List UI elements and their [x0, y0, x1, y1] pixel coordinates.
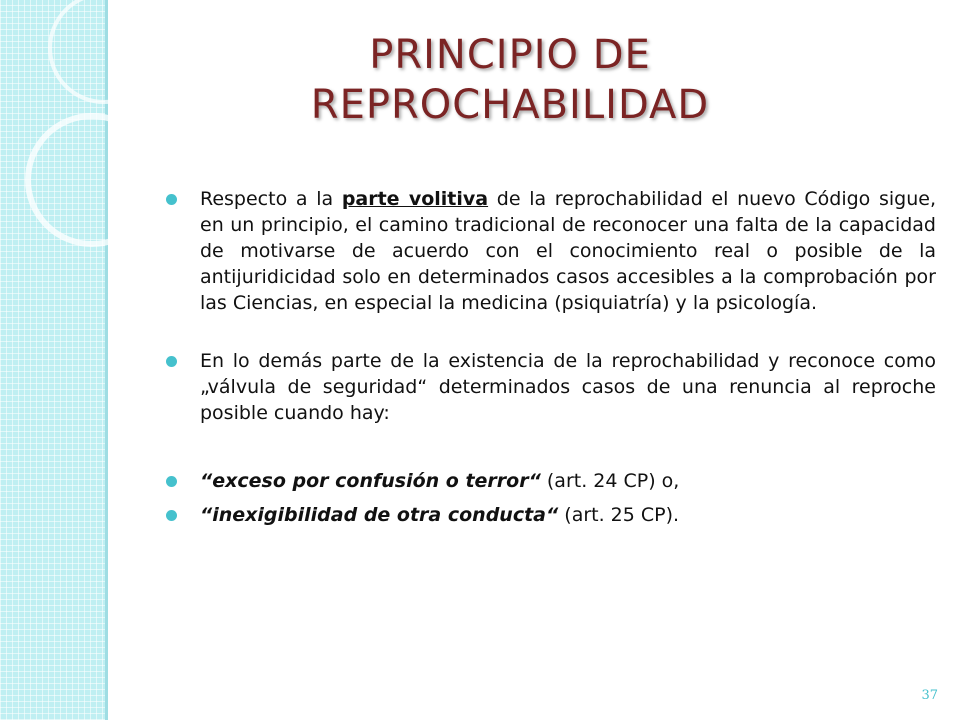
bullet-emphasis: “exceso por confusión o terror“ [200, 470, 541, 492]
bullet-item-exceso [162, 468, 936, 494]
bullet-text: En lo demás parte de la existencia de la reprochabilidad y reconoce como „válvula de seguridad“ determinados casos de una renuncia al reproche posible cuando hay: [200, 350, 936, 424]
bullet-dot [166, 476, 177, 487]
bullet-text: Respecto a la [200, 188, 342, 210]
bullet-text: de la reprochabilidad el nuevo Código sigue, en un principio, el camino tradicional de reconocer una falta de la capacidad de motivarse de acuerdo con el conocimiento real o posible de la antijuridicidad solo en determinados casos accesibles a la comprobación por las Ciencias, en especial la medicina (psiquiatría) y la psicología. [200, 188, 936, 314]
page-number: 37 [921, 688, 938, 703]
bullet-dot [166, 356, 177, 367]
bullet-emphasis: parte volitiva [341, 188, 489, 210]
title-line-1: PRINCIPIO DE [369, 32, 651, 78]
bullet-item-reprochabilidad [162, 348, 936, 426]
ring-top [50, 0, 140, 102]
bullet-item-inexigibilidad [162, 502, 936, 528]
title-line-2: REPROCHABILIDAD [310, 82, 710, 128]
bullet-dot [166, 194, 177, 205]
bullet-list [162, 186, 936, 528]
bullet-text: (art. 24 CP) o, [540, 470, 680, 492]
slide-title [240, 30, 780, 130]
bullet-text: (art. 25 CP). [558, 504, 680, 526]
bullet-item-parte-volitiva [162, 186, 936, 316]
ring-bottom [28, 116, 140, 244]
bullet-emphasis: “inexigibilidad de otra conducta“ [200, 504, 559, 526]
bullet-dot [166, 510, 177, 521]
decorative-rings [0, 0, 140, 260]
